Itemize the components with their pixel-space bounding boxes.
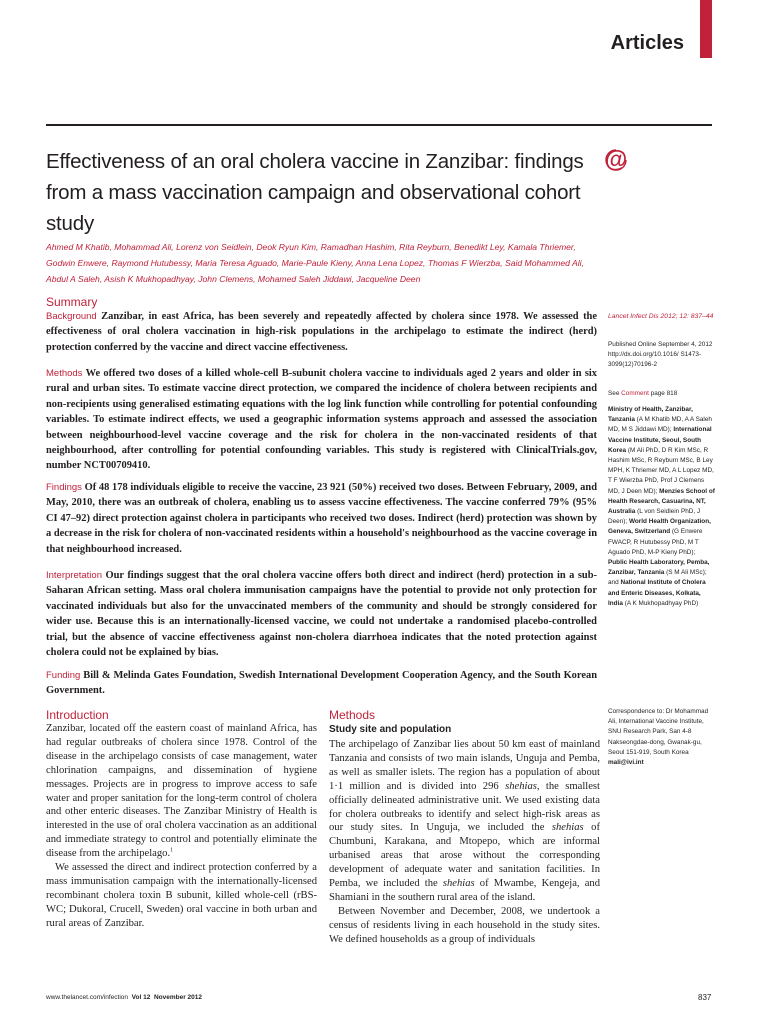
methods-paragraph <box>329 905 600 947</box>
open-access-icon[interactable] <box>604 148 628 174</box>
affiliation-authors: (G Enwere FWACP, R Hutubessy PhD, M T Aguado PhD, M-P Kieny PhD); <box>608 528 703 556</box>
journal-url[interactable]: www.thelancet.com/infection <box>46 994 129 1001</box>
intro-paragraph <box>46 861 317 931</box>
methods-body <box>329 738 600 947</box>
methods-italic-term: shehias <box>505 780 537 792</box>
affiliation-institution: Ministry of Health, Zanzibar, Tanzania <box>608 406 693 424</box>
comment-link[interactable]: Comment <box>621 390 649 397</box>
abstract-text: Our findings suggest that the oral cholera vaccine offers both direct and indirect (herd) protection in a sub-Saharan African setting. Mass oral cholera immunisation campaigns have the potential to provide not only protection for vaccinated individuals but also for the unvaccinated members of the community and should be strongly considered for wider use. Because this is an internationally-licensed vaccine, we could not undertake a randomised placebo-controlled trial, but the absence of vaccine effectiveness against non-cholera diarrhoea indicates that the noted protection against cholera could not be explained by bias. <box>46 570 597 659</box>
affiliation-authors: (A M Khatib MD, A A Saleh MD, M S Jiddawi MD); <box>608 416 712 434</box>
intro-paragraph-text: Zanzibar, located off the eastern coast of mainland Africa, has had regular outbreaks of cholera since 1978. Control of the disease in the archipelago consists of case management, water chlorination campaigns, and dissemination of hygiene messages. Projects are in progress to improve access to safe water and proper sanitation for the long-term control of cholera and other enteric diseases. The Zanzibar Ministry of Health is interested in the use of oral cholera vaccination as an additional and immediate strategy to control and potentially eliminate the disease from the archipelago. <box>46 723 317 860</box>
intro-paragraph <box>46 722 317 861</box>
methods-text-run: The archipelago of Zanzibar lies about 50 km east of mainland Tanzania and consists of two main islands, Unguja and Pemba, as well as smaller islets. The region has a population of about 1·1 million and is divided into 296 <box>329 739 600 792</box>
methods-text-run: , the smallest officially delineated administrative unit. We used existing data for cholera outbreaks to identify and select high-risk areas as our study sites. In Unguja, we included the <box>329 780 600 834</box>
journal-citation <box>608 312 718 323</box>
header-rule <box>46 124 712 126</box>
affiliation-authors: (S M Ali MSc); and <box>608 569 707 587</box>
see-suffix: page 818 <box>648 390 678 397</box>
affiliation-authors: (A K Mukhopadhyay PhD) <box>622 599 699 607</box>
intro-paragraph-text: We assessed the direct and indirect protection conferred by a mass immunisation campaign with the internationally-licensed recombinant cholera toxin B subunit, killed whole-cell (rBS-WC; Dukoral, Crucell, Sweden) oral vaccine in both urban and rural areas of Zanzibar. <box>46 862 317 929</box>
abstract-label: Findings <box>46 482 82 493</box>
abstract-label: Interpretation <box>46 570 102 581</box>
correspondence-text: Correspondence to: Dr Mohammad Ali, International Vaccine Institute, SNU Research Park, San 4-8 Nakseongdae-dong, Gwanak-gu, Seoul 151-919, South Korea <box>608 708 709 756</box>
section-color-bar <box>700 0 712 58</box>
methods-text-run: Between November and December, 2008, we undertook a census of residents living in each household in the study sites. We defined households as a group of individuals <box>329 905 600 945</box>
correspondence <box>608 707 716 768</box>
abstract-interpretation <box>46 568 597 660</box>
affiliation-authors: (M Ali PhD, D R Kim MSc, R Hashim MSc, R Reyburn MSc, B Ley MPH, K Thriemer MD, A L Lopez MD, T F Wierzba PhD, Prof J Clemens MD, J Deen MD); <box>608 446 714 495</box>
author-list: Ahmed M Khatib, Mohammad Ali, Lorenz von Seidlein, Deok Ryun Kim, Ramadhan Hashim, Rita Reyburn, Benedikt Ley, Kamala Thriemer, Godwin Enwere, Raymond Hutubessy, Maria Teresa Aguado, Marie-Paule Kieny, Anna Lena Lopez, Thomas F Wierzba, Said Mohammed Ali, Abdul A Saleh, Asish K Mukhopadhyay, John Clemens, Mohamed Saleh Jiddawi, Jacqueline Deen <box>46 242 584 284</box>
see-prefix: See <box>608 390 622 397</box>
journal-volume: Vol 12 <box>131 994 151 1001</box>
footer-journal <box>46 994 202 1001</box>
published-online <box>608 340 716 371</box>
abstract-findings <box>46 480 597 557</box>
introduction-heading: Introduction <box>46 708 109 722</box>
affiliation-institution: Menzies School of Health Research, Casuarina, NT, Australia <box>608 487 715 516</box>
abstract-label: Background <box>46 311 97 322</box>
methods-text-run: of Mwambe, Kengeja, and Shamiani in the southern rural area of the island. <box>329 878 600 903</box>
correspondence-email[interactable]: mali@ivi.int <box>608 759 644 767</box>
article-title: Effectiveness of an oral cholera vaccine in Zanzibar: findings from a mass vaccination campaign and observational cohort study <box>46 150 584 235</box>
citation-text: Lancet Infect Dis 2012; 12: 837–44 <box>608 313 714 320</box>
abstract-funding <box>46 668 597 699</box>
methods-italic-term: shehias <box>551 822 584 834</box>
affiliation-authors: (L von Seidlein PhD, J Deen); <box>608 508 701 526</box>
methods-italic-term: shehias <box>442 878 475 890</box>
open-access-glyph: @ <box>604 146 628 172</box>
abstract-text: We offered two doses of a killed whole-cell B-subunit cholera vaccine to individuals aged 2 years and older in six rural and urban sites. To estimate vaccine direct protection, we compared the incidence of cholera between recipients and non-recipients using generalised estimating equations with the log link function while controlling for potential confounding variables. To estimate indirect effects, we used a geographic information systems approach and assessed the association between neighbourhood-level vaccine coverage and the risk for cholera in the non-vaccinated residents of that neighbourhood, after controlling for potential confounding variables. This study is registered with ClinicalTrials.gov, number NCT00709410. <box>46 368 597 472</box>
methods-text-run: of Chumbuni, Karakana, and Mtopepo, which are informal urbanised areas that arose without the corresponding development of adequate water and sanitation facilities. In Pemba, we included the <box>329 822 600 890</box>
affiliation-institution: International Vaccine Institute, Seoul, South Korea <box>608 426 712 454</box>
introduction-body <box>46 722 317 931</box>
abstract-text: Of 48 178 individuals eligible to receive the vaccine, 23 921 (50%) received two doses. Between February, 2009, and May, 2010, there was an outbreak of cholera, enabling us to assess vaccine effectiveness. The vaccine conferred 79% (95% CI 47–92) direct protection against cholera in participants who received two doses. Indirect (herd) protection was shown by a decrease in the risk for cholera of non-vaccinated residents within a household's neighbourhood as the vaccine coverage in that neighbourhood increased. <box>46 482 597 555</box>
page-number: 837 <box>698 993 712 1002</box>
published-text: Published Online September 4, 2012 http://dx.doi.org/10.1016/ S1473-3099(12)70196-2 <box>608 341 713 369</box>
affiliation-institution: World Health Organization, Geneva, Switzerland <box>608 518 711 536</box>
methods-subheading: Study site and population <box>329 724 452 735</box>
affiliation-institution: Public Health Laboratory, Pemba, Zanzibar, Tanzania <box>608 559 710 577</box>
section-label: Articles <box>610 32 684 54</box>
methods-paragraph <box>329 738 600 905</box>
reference-marker[interactable]: 1 <box>170 847 174 854</box>
methods-heading: Methods <box>329 708 376 722</box>
affiliations <box>608 405 716 609</box>
journal-date: November 2012 <box>153 994 202 1001</box>
abstract-methods <box>46 366 597 474</box>
abstract-label: Funding <box>46 670 81 681</box>
abstract-text: Bill & Melinda Gates Foundation, Swedish International Development Cooperation Agency, and the South Korean Government. <box>46 670 598 697</box>
abstract-background <box>46 309 597 355</box>
affiliation-institution: National Institute of Cholera and Enteric Diseases, Kolkata, India <box>608 579 706 607</box>
see-comment <box>608 389 718 399</box>
abstract-text: Zanzibar, in east Africa, has been severely and repeatedly affected by cholera since 1978. We assessed the effectiveness of oral cholera vaccination in high-risk populations in the archipelago to estimate the indirect (herd) protection conferred by the vaccine and direct vaccine effectiveness. <box>46 311 597 353</box>
summary-heading: Summary <box>46 295 98 309</box>
abstract-label: Methods <box>46 368 83 379</box>
